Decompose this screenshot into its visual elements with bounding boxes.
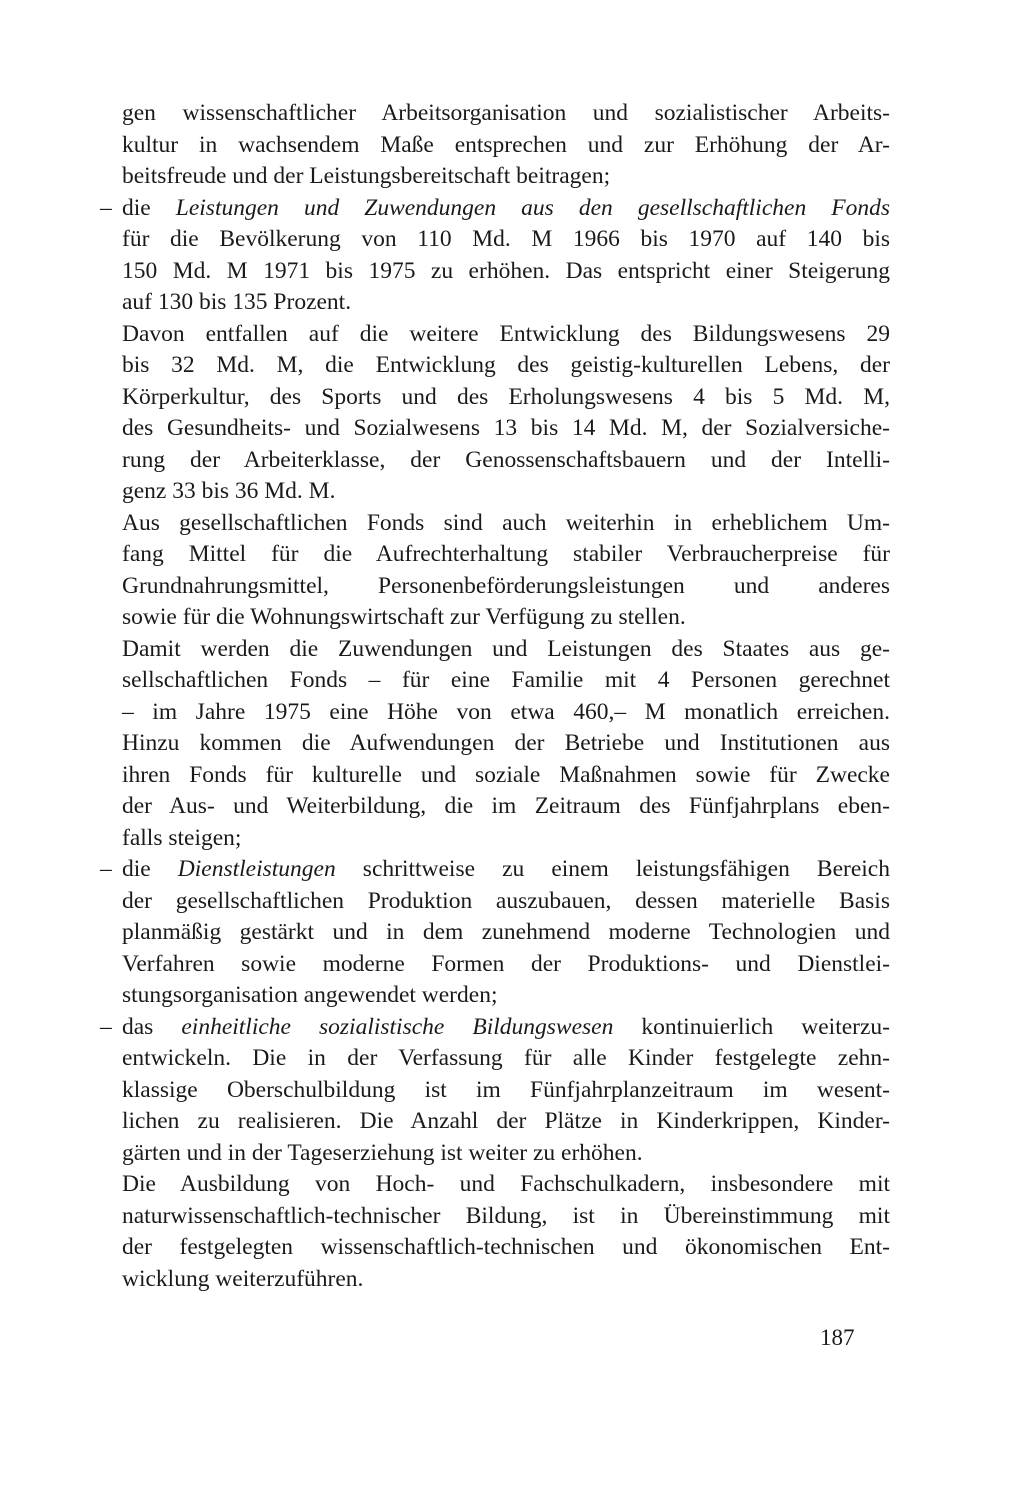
- text-line: Hinzu kommen die Aufwendungen der Betriebe und Institutionen aus: [122, 730, 890, 756]
- list-item-education: [100, 1012, 890, 1170]
- text-line: Davon entfallen auf die weitere Entwicklung des Bildungswesens 29: [122, 320, 890, 347]
- page-body: [100, 98, 890, 1295]
- paragraph-family-benefits: [100, 634, 890, 855]
- text-line: für die Bevölkerung von 110 Md. M 1966 bis 1970 auf 140 bis: [122, 226, 890, 252]
- text-line: der gesellschaftlichen Produktion auszubauen, dessen materielle Basis: [122, 887, 890, 914]
- text-line: bis 32 Md. M, die Entwicklung des geistig-kulturellen Lebens, der: [122, 352, 890, 378]
- text-line: stungsorganisation angewendet werden;: [122, 982, 498, 1008]
- text-line: rung der Arbeiterklasse, der Genossenschaftsbauern und der Intelli-: [122, 446, 890, 473]
- paragraph-allocation: [100, 319, 890, 508]
- text-line: naturwissenschaftlich-technischer Bildung, ist in Übereinstimmung mit: [122, 1202, 890, 1229]
- paragraph-continuation: [100, 98, 890, 193]
- emphasis-text: Leistungen und Zuwendungen aus den gesellschaftlichen Fonds: [175, 194, 890, 221]
- text-line: Körperkultur, des Sports und des Erholungswesens 4 bis 5 Md. M,: [122, 383, 890, 410]
- text-line: beitsfreude und der Leistungsbereitschaft beitragen;: [122, 163, 611, 189]
- text-line: klassige Oberschulbildung ist im Fünfjahrplanzeitraum im wesent-: [122, 1076, 890, 1103]
- text-line: Grundnahrungsmittel, Personenbeförderungsleistungen und anderes: [122, 572, 890, 599]
- list-item-services: [100, 854, 890, 1012]
- emphasis-text: einheitliche sozialistische Bildungswesen: [181, 1013, 614, 1040]
- text-line: 150 Md. M 1971 bis 1975 zu erhöhen. Das entspricht einer Steigerung: [122, 257, 890, 284]
- text-line: Verfahren sowie moderne Formen der Produktions- und Dienstlei-: [122, 950, 890, 977]
- text-line: gen wissenschaftlicher Arbeitsorganisation und sozialistischer Arbeits-: [122, 100, 890, 126]
- emphasis-text: Dienstleistungen: [177, 856, 336, 882]
- text-run: schrittweise zu einem leistungsfähigen Bereich: [335, 856, 890, 882]
- text-run: die: [122, 856, 178, 882]
- text-line: Damit werden die Zuwendungen und Leistungen des Staates aus ge-: [122, 635, 890, 662]
- text-line: gärten und in der Tageserziehung ist weiter zu erhöhen.: [122, 1139, 643, 1166]
- text-line: planmäßig gestärkt und in dem zunehmend moderne Technologien und: [122, 919, 890, 945]
- list-item-social-funds: [100, 193, 890, 319]
- text-line: lichen zu realisieren. Die Anzahl der Plätze in Kinderkrippen, Kinder-: [122, 1108, 890, 1134]
- text-line: auf 130 bis 135 Prozent.: [122, 289, 352, 315]
- text-line: falls steigen;: [122, 824, 242, 851]
- text-line: – im Jahre 1975 eine Höhe von etwa 460,– M monatlich erreichen.: [122, 698, 890, 725]
- text-line: sellschaftlichen Fonds – für eine Familie mit 4 Personen gerechnet: [122, 667, 890, 693]
- text-line: Die Ausbildung von Hoch- und Fachschulkadern, insbesondere mit: [122, 1171, 890, 1197]
- text-line: Aus gesellschaftlichen Fonds sind auch weiterhin in erheblichem Um-: [122, 509, 890, 536]
- text-line: wicklung weiterzuführen.: [122, 1265, 364, 1292]
- text-line: der Aus- und Weiterbildung, die im Zeitraum des Fünfjahrplans eben-: [122, 793, 890, 819]
- dash-bullet: –: [100, 194, 112, 221]
- text-line: fang Mittel für die Aufrechterhaltung stabiler Verbraucherpreise für: [122, 541, 890, 567]
- dash-bullet: –: [100, 1013, 112, 1040]
- text-run: die: [122, 194, 176, 221]
- text-line: [122, 1012, 890, 1044]
- text-line: entwickeln. Die in der Verfassung für alle Kinder festgelegte zehn-: [122, 1045, 890, 1071]
- text-line: genz 33 bis 36 Md. M.: [122, 478, 336, 504]
- text-line: kultur in wachsendem Maße entsprechen und zur Erhöhung der Ar-: [122, 131, 890, 158]
- dash-bullet: –: [100, 856, 112, 882]
- text-line: sowie für die Wohnungswirtschaft zur Verfügung zu stellen.: [122, 604, 686, 630]
- text-line: ihren Fonds für kulturelle und soziale Maßnahmen sowie für Zwecke: [122, 761, 890, 788]
- text-line: [122, 854, 890, 886]
- text-line: des Gesundheits- und Sozialwesens 13 bis 14 Md. M, der Sozialversiche-: [122, 415, 890, 441]
- page-number: 187: [820, 1325, 855, 1350]
- text-run: das: [122, 1013, 182, 1040]
- text-line: [122, 193, 890, 225]
- paragraph-higher-education: [100, 1169, 890, 1295]
- text-line: der festgelegten wissenschaftlich-technischen und ökonomischen Ent-: [122, 1234, 890, 1260]
- paragraph-price-support: [100, 508, 890, 634]
- text-run: kontinuierlich weiterzu-: [613, 1013, 890, 1040]
